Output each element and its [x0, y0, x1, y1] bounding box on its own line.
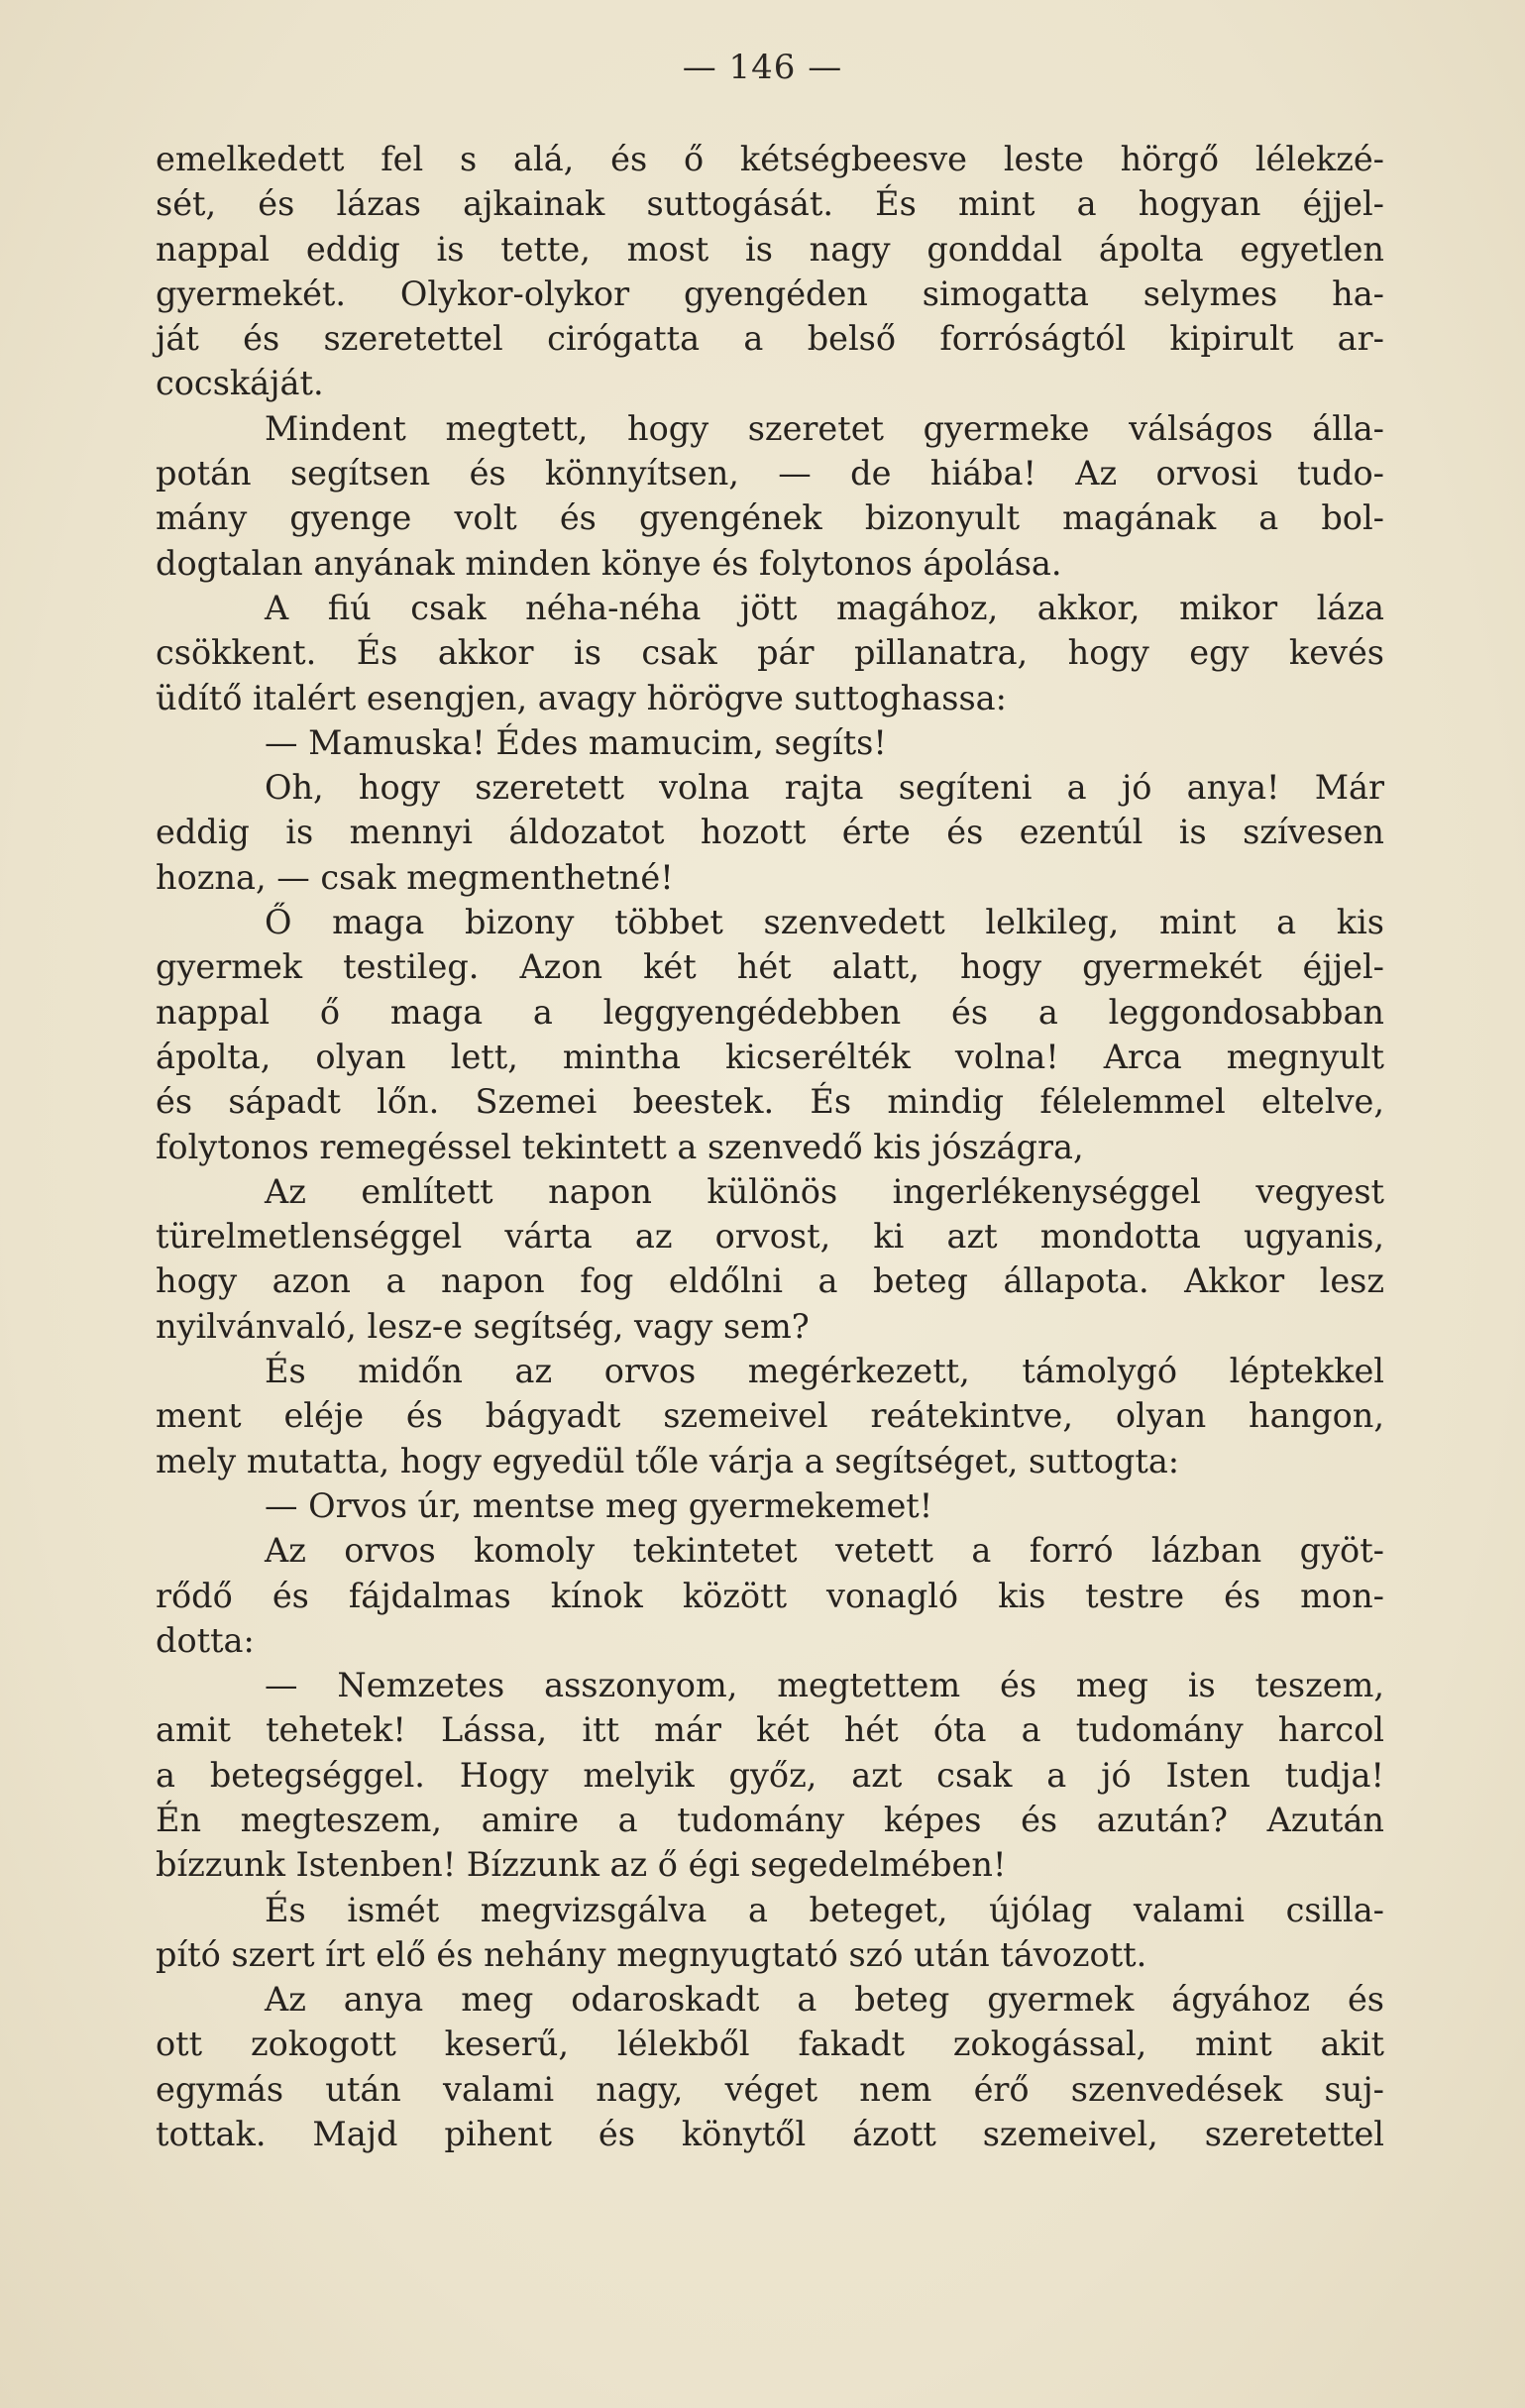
- paragraph: [156, 765, 1384, 900]
- text-line: Oh, hogy szeretett volna rajta segíteni a jó anya! Már: [265, 768, 1384, 808]
- text-line: ott zokogott keserű, lélekből fakadt zokogással, mint akit: [156, 2025, 1384, 2064]
- text-line: — Nemzetes asszonyom, megtettem és meg is teszem,: [265, 1666, 1384, 1705]
- paragraph: [156, 137, 1384, 406]
- text-line: Ő maga bizony többet szenvedett lelkileg, mint a kis: [265, 903, 1384, 942]
- text-line: És ismét megvizsgálva a beteget, újólag valami csilla-: [265, 1890, 1384, 1929]
- text-line: sét, és lázas ajkainak suttogását. És mint a hogyan éjjel-: [156, 184, 1384, 224]
- paragraph: [156, 1483, 1384, 1528]
- text-line: Mindent megtett, hogy szeretet gyermeke válságos álla-: [265, 408, 1384, 448]
- text-line: nappal ő maga a leggyengédebben és a leggondosabban: [156, 992, 1384, 1032]
- text-line: bízzunk Istenben! Bízzunk az ő égi segedelmében!: [156, 1845, 1007, 1885]
- text-line: — Orvos úr, mentse meg gyermekemet!: [265, 1485, 933, 1525]
- text-line: pító szert írt elő és nehány megnyugtató szó után távozott.: [156, 1934, 1147, 1974]
- text-line: csökkent. És akkor is csak pár pillanatra, hogy egy kevés: [156, 633, 1384, 673]
- text-line: ápolta, olyan lett, mintha kicserélték volna! Arca megnyult: [156, 1037, 1384, 1076]
- text-line: nappal eddig is tette, most is nagy gonddal ápolta egyetlen: [156, 229, 1384, 269]
- page-number: — 146 —: [682, 48, 843, 87]
- text-line: mány gyenge volt és gyengének bizonyult magának a bol-: [156, 498, 1384, 538]
- text-line: amit tehetek! Lássa, itt már két hét óta a tudomány harcol: [156, 1710, 1384, 1750]
- text-line: A fiú csak néha-néha jött magához, akkor, mikor láza: [265, 588, 1384, 627]
- paragraph: [156, 1169, 1384, 1349]
- text-line: És midőn az orvos megérkezett, támolygó léptekkel: [265, 1352, 1384, 1391]
- paragraph: [156, 720, 1384, 765]
- body-text: [156, 137, 1384, 2156]
- text-line: Az anya meg odaroskadt a beteg gyermek ágyához és: [265, 1980, 1384, 2020]
- text-line: és sápadt lőn. Szemei beestek. És mindig félelemmel eltelve,: [156, 1082, 1384, 1122]
- text-line: eddig is mennyi áldozatot hozott érte és ezentúl is szívesen: [156, 813, 1384, 852]
- paragraph: [156, 406, 1384, 586]
- text-line: hogy azon a napon fog eldőlni a beteg állapota. Akkor lesz: [156, 1261, 1384, 1301]
- text-line: dogtalan anyának minden könye és folytonos ápolása.: [156, 543, 1062, 583]
- text-line: a betegséggel. Hogy melyik győz, azt csak a jó Isten tudja!: [156, 1755, 1384, 1795]
- paragraph: [156, 1977, 1384, 2156]
- paragraph: [156, 1349, 1384, 1483]
- text-line: dotta:: [156, 1620, 255, 1660]
- paragraph: [156, 1528, 1384, 1663]
- paragraph: [156, 586, 1384, 720]
- paragraph: [156, 1888, 1384, 1978]
- text-line: ment eléje és bágyadt szemeivel reátekintve, olyan hangon,: [156, 1396, 1384, 1436]
- text-line: tottak. Majd pihent és könytől ázott szemeivel, szeretettel: [156, 2115, 1384, 2154]
- paragraph: [156, 1663, 1384, 1887]
- text-line: mely mutatta, hogy egyedül tőle várja a segítséget, suttogta:: [156, 1441, 1180, 1480]
- text-line: Az említett napon különös ingerlékenységgel vegyest: [265, 1171, 1384, 1211]
- text-line: Az orvos komoly tekintetet vetett a forró lázban gyöt-: [265, 1531, 1384, 1571]
- text-line: ját és szeretettel cirógatta a belső forróságtól kipirult ar-: [156, 319, 1384, 359]
- text-line: üdítő italért esengjen, avagy hörögve suttoghassa:: [156, 678, 1007, 717]
- text-line: Én megteszem, amire a tudomány képes és azután? Azután: [156, 1800, 1384, 1839]
- text-line: folytonos remegéssel tekintett a szenvedő kis jószágra,: [156, 1127, 1084, 1166]
- paragraph: [156, 900, 1384, 1169]
- text-line: emelkedett fel s alá, és ő kétségbeesve leste hörgő lélekzé-: [156, 140, 1384, 178]
- text-line: rődő és fájdalmas kínok között vonagló kis testre és mon-: [156, 1576, 1384, 1615]
- text-line: potán segítsen és könnyítsen, — de hiába! Az orvosi tudo-: [156, 454, 1384, 493]
- text-line: hozna, — csak megmenthetné!: [156, 857, 674, 897]
- text-line: türelmetlenséggel várta az orvost, ki azt mondotta ugyanis,: [156, 1217, 1384, 1257]
- text-line: gyermek testileg. Azon két hét alatt, hogy gyermekét éjjel-: [156, 947, 1384, 987]
- text-line: — Mamuska! Édes mamucim, segíts!: [265, 722, 887, 762]
- text-line: nyilvánvaló, lesz-e segítség, vagy sem?: [156, 1306, 810, 1346]
- text-line: egymás után valami nagy, véget nem érő szenvedések suj-: [156, 2069, 1384, 2109]
- text-line: cocskáját.: [156, 364, 324, 403]
- text-line: gyermekét. Olykor-olykor gyengéden simogatta selymes ha-: [156, 274, 1384, 313]
